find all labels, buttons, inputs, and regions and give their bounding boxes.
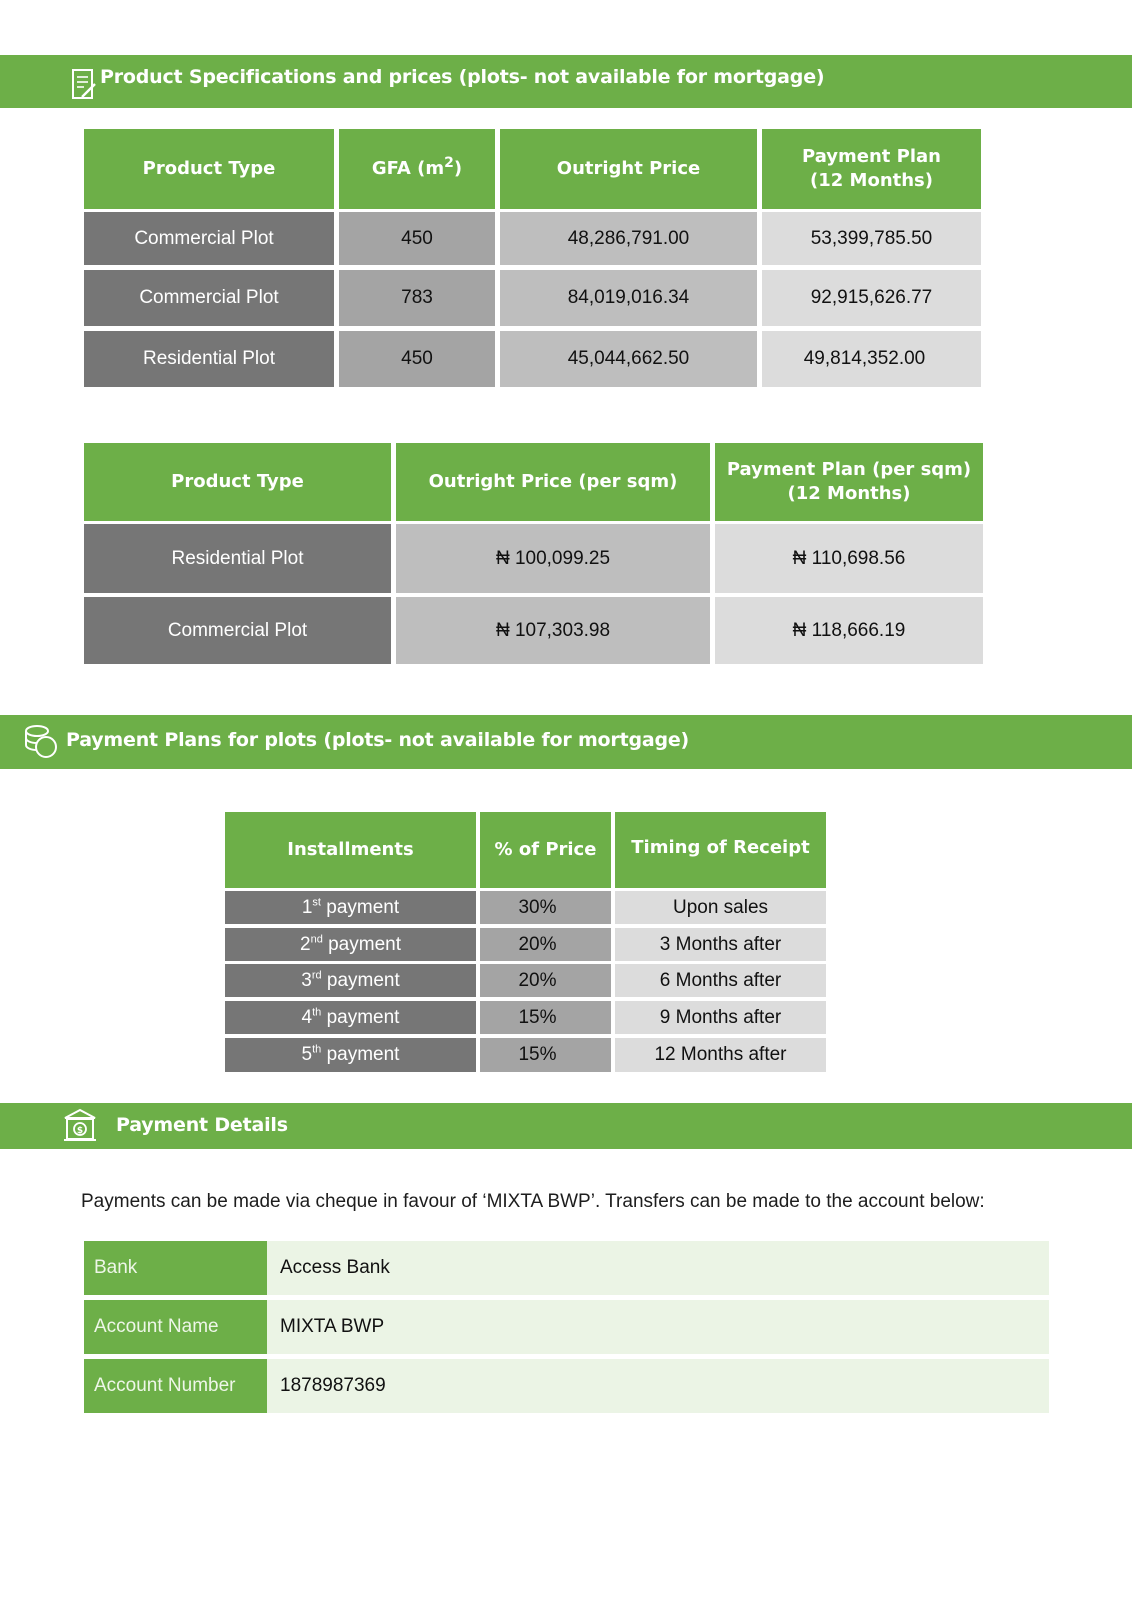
installment-label [225,1001,476,1034]
installment-timing: Upon sales [615,891,826,924]
installment-label [225,1038,476,1072]
installment-percent: 20% [480,928,611,961]
installment-text: payment [321,1006,400,1028]
payment-intro-text: Payments can be made via cheque in favour of ‘MIXTA BWP’. Transfers can be made to the account below: [81,1191,985,1212]
gfa-header-text: GFA (m [371,158,445,179]
table-row-type: Commercial Plot [84,597,391,664]
bank-label: Bank [84,1241,267,1295]
details-section-title: Payment Details [116,1114,288,1136]
table-row-plan-sqm: ₦ 110,698.56 [715,524,983,593]
table1-header-payment-plan [762,129,981,209]
table-row-outright: 48,286,791.00 [500,212,757,265]
table-row-outright: 45,044,662.50 [500,331,757,387]
table-row-gfa: 783 [339,270,495,326]
account-number-label: Account Number [84,1359,267,1413]
installment-text: payment [321,1044,400,1065]
table-row-outright-sqm: ₦ 107,303.98 [396,597,710,664]
installment-number: 3 [301,969,312,991]
installment-suffix: nd [310,933,323,946]
table2-header-outright: Outright Price (per sqm) [396,443,710,521]
plan-sqm-header-line1: Payment Plan (per sqm) [726,459,972,480]
installment-timing: 9 Months after [615,1001,826,1034]
installment-suffix: st [312,896,321,909]
plans-section-header [0,715,1132,769]
installment-percent: 15% [480,1001,611,1034]
specs-section-header [0,55,1132,108]
gfa-header-exponent: 2 [444,155,454,171]
installment-label [225,891,476,924]
table-row-gfa: 450 [339,331,495,387]
installment-number: 2 [300,933,311,955]
account-name-value: MIXTA BWP [267,1300,1049,1354]
bank-dollar-icon [62,1107,98,1148]
installment-timing: 3 Months after [615,928,826,961]
table-row-gfa: 450 [339,212,495,265]
table3-header-percent: % of Price [480,812,611,888]
plans-section-title: Payment Plans for plots (plots- not available for mortgage) [66,729,690,751]
document-pen-icon [70,68,98,107]
details-section-header [0,1103,1132,1149]
installment-number: 1 [301,896,313,918]
table1-header-outright: Outright Price [500,129,757,209]
installment-percent: 15% [480,1038,611,1072]
bank-value: Access Bank [267,1241,1049,1295]
table-row-plan: 53,399,785.50 [762,212,981,265]
installment-number: 5 [301,1044,313,1065]
account-name-label: Account Name [84,1300,267,1354]
installment-text: payment [320,896,400,918]
table1-header-gfa [339,129,495,209]
plan-sqm-header-line2: (12 Months) [787,483,911,504]
table-row-plan-sqm: ₦ 118,666.19 [715,597,983,664]
installment-text: payment [322,933,401,955]
table3-header-timing: Timing of Receipt [615,812,826,888]
plan-header-line2: (12 Months) [810,170,933,191]
installment-percent: 30% [480,891,611,924]
table-row-type: Commercial Plot [84,270,334,326]
table-row-type: Residential Plot [84,524,391,593]
table1-header-product-type: Product Type [84,129,334,209]
table-row-plan: 92,915,626.77 [762,270,981,326]
table3-header-installments: Installments [225,812,476,888]
table2-header-product-type: Product Type [84,443,391,521]
installment-label [225,964,476,997]
table-row-type: Commercial Plot [84,212,334,265]
specs-section-title: Product Specifications and prices (plots- not available for mortgage) [100,66,825,88]
installment-percent: 20% [480,964,611,997]
installment-timing: 6 Months after [615,964,826,997]
installment-suffix: th [312,1006,322,1019]
installment-suffix: th [312,1043,322,1056]
installment-text: payment [321,969,400,991]
installment-suffix: rd [311,969,322,982]
coin-stack-icon [22,723,60,764]
table2-header-payment-plan [715,443,983,521]
gfa-header-suffix: ) [453,158,463,179]
svg-text:$: $ [76,1126,84,1136]
plan-header-line1: Payment Plan [801,146,941,167]
installment-number: 4 [301,1006,313,1028]
installment-timing: 12 Months after [615,1038,826,1072]
table-row-outright: 84,019,016.34 [500,270,757,326]
table-row-plan: 49,814,352.00 [762,331,981,387]
table-row-type: Residential Plot [84,331,334,387]
account-number-value: 1878987369 [267,1359,1049,1413]
table-row-outright-sqm: ₦ 100,099.25 [396,524,710,593]
installment-label [225,928,476,961]
